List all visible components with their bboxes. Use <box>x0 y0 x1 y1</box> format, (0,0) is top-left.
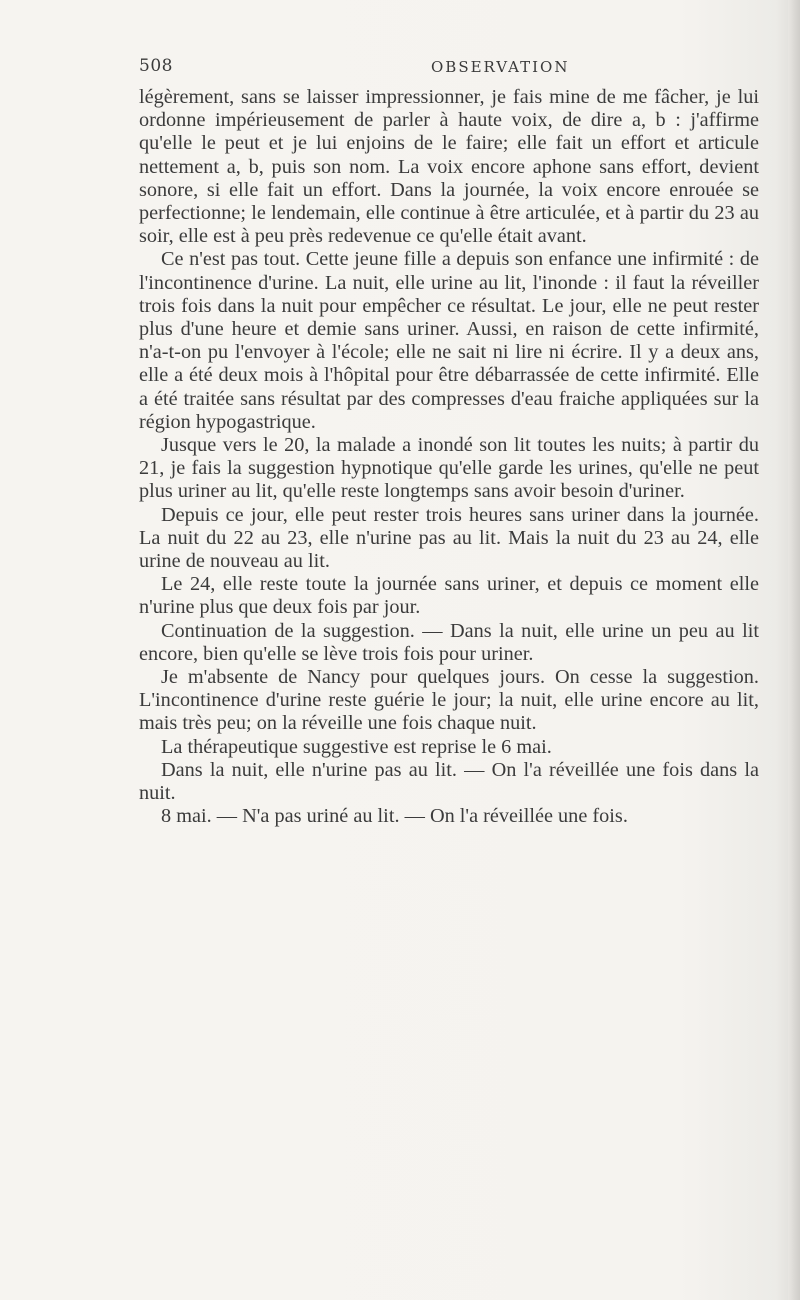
paragraph-7: Je m'absente de Nancy pour quelques jours. On cesse la suggestion. L'incontinence d'urine reste guérie le jour; la nuit, elle urine encore au lit, mais très peu; on la réveille une fois chaque nuit. <box>139 666 759 735</box>
paragraph-4: Depuis ce jour, elle peut rester trois heures sans uriner dans la journée. La nuit du 22 au 23, elle n'urine pas au lit. Mais la nuit du 23 au 24, elle urine de nouveau au lit. <box>139 503 759 573</box>
page-header <box>139 56 759 86</box>
paragraph-8: La thérapeutique suggestive est reprise le 6 mai. <box>161 735 552 758</box>
paragraph-2: Ce n'est pas tout. Cette jeune fille a depuis son enfance une infirmité : de l'incontinence d'urine. La nuit, elle urine au lit, l'inonde : il faut la réveiller trois fois dans la nuit pour empêcher ce résultat. Le jour, elle ne peut rester plus d'une heure et demie sans uriner. Aussi, en raison de cette infirmité, n'a-t-on pu l'envoyer à l'école; elle ne sait ni lire ni écrire. Il y a deux ans, elle a été deux mois à l'hôpital pour être débarrassée de cette infirmité. Elle a été traitée sans résultat par des compresses d'eau fraiche appliquées sur la région hypogastrique. <box>139 248 759 433</box>
paragraph-5: Le 24, elle reste toute la journée sans uriner, et depuis ce moment elle n'urine plus que deux fois par jour. <box>139 573 759 619</box>
page-number: 508 <box>139 56 173 76</box>
paragraph-10: 8 mai. — N'a pas uriné au lit. — On l'a réveillée une fois. <box>161 805 628 828</box>
running-title: OBSERVATION <box>431 58 570 76</box>
body-text <box>139 86 759 829</box>
page-edge-shadow <box>788 0 800 1300</box>
paragraph-9: Dans la nuit, elle n'urine pas au lit. — On l'a réveillée une fois dans la nuit. <box>139 758 759 805</box>
paragraph-1: légèrement, sans se laisser impressionner, je fais mine de me fâcher, je lui ordonne impérieusement de parler à haute voix, de dire a, b : j'affirme qu'elle le peut et je lui enjoins de le faire; elle fait un effort et articule nettement a, b, puis son nom. La voix encore aphone sans effort, devient sonore, si elle fait un effort. Dans la journée, la voix encore enrouée se perfectionne; le lendemain, elle continue à être articulée, et à partir du 23 au soir, elle est à peu près redevenue ce qu'elle était avant. <box>139 86 759 248</box>
paragraph-6: Continuation de la suggestion. — Dans la nuit, elle urine un peu au lit encore, bien qu'elle se lève trois fois pour uriner. <box>139 619 759 665</box>
paragraph-3: Jusque vers le 20, la malade a inondé son lit toutes les nuits; à partir du 21, je fais la suggestion hypnotique qu'elle garde les urines, qu'elle ne peut plus uriner au lit, qu'elle reste longtemps sans avoir besoin d'uriner. <box>139 434 759 503</box>
